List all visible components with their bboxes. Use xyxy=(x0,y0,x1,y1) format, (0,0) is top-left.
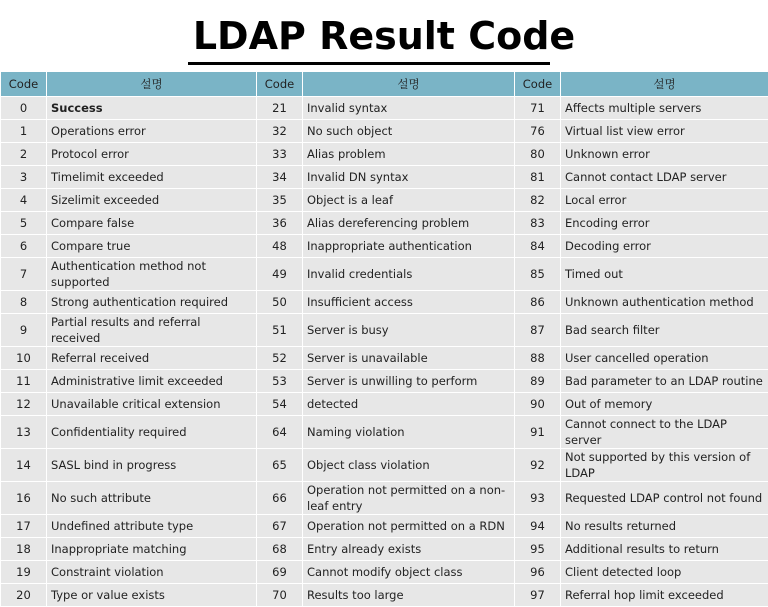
code-cell: 64 xyxy=(257,416,303,449)
code-cell: 20 xyxy=(1,584,47,607)
desc-cell: Confidentiality required xyxy=(47,416,257,449)
code-cell: 50 xyxy=(257,291,303,314)
table-row xyxy=(1,314,768,347)
table-row xyxy=(1,120,768,143)
page-title: LDAP Result Code xyxy=(0,14,768,58)
desc-cell: Cannot modify object class xyxy=(303,561,515,584)
desc-cell: Authentication method not supported xyxy=(47,258,257,291)
table-row xyxy=(1,212,768,235)
code-cell: 32 xyxy=(257,120,303,143)
code-cell: 76 xyxy=(515,120,561,143)
desc-cell: No such attribute xyxy=(47,482,257,515)
code-cell: 48 xyxy=(257,235,303,258)
code-cell: 34 xyxy=(257,166,303,189)
table-row xyxy=(1,393,768,416)
code-cell: 16 xyxy=(1,482,47,515)
code-cell: 1 xyxy=(1,120,47,143)
header-desc-2: 설명 xyxy=(303,72,515,97)
code-cell: 84 xyxy=(515,235,561,258)
desc-cell: Virtual list view error xyxy=(561,120,768,143)
code-cell: 65 xyxy=(257,449,303,482)
desc-cell: Sizelimit exceeded xyxy=(47,189,257,212)
desc-cell: Inappropriate authentication xyxy=(303,235,515,258)
code-cell: 3 xyxy=(1,166,47,189)
code-cell: 21 xyxy=(257,97,303,120)
desc-cell: Operation not permitted on a RDN xyxy=(303,515,515,538)
code-cell: 2 xyxy=(1,143,47,166)
code-cell: 17 xyxy=(1,515,47,538)
code-cell: 93 xyxy=(515,482,561,515)
desc-cell: Undefined attribute type xyxy=(47,515,257,538)
code-cell: 95 xyxy=(515,538,561,561)
code-cell: 89 xyxy=(515,370,561,393)
code-cell: 11 xyxy=(1,370,47,393)
desc-cell: Entry already exists xyxy=(303,538,515,561)
header-desc-3: 설명 xyxy=(561,72,768,97)
table-row xyxy=(1,291,768,314)
desc-cell: Out of memory xyxy=(561,393,768,416)
desc-cell: No such object xyxy=(303,120,515,143)
code-cell: 81 xyxy=(515,166,561,189)
title-area xyxy=(0,0,768,71)
code-cell: 10 xyxy=(1,347,47,370)
code-cell: 12 xyxy=(1,393,47,416)
header-code-1: Code xyxy=(1,72,47,97)
table-row xyxy=(1,189,768,212)
code-cell: 90 xyxy=(515,393,561,416)
desc-cell: Additional results to return xyxy=(561,538,768,561)
code-cell: 71 xyxy=(515,97,561,120)
code-cell: 87 xyxy=(515,314,561,347)
code-cell: 54 xyxy=(257,393,303,416)
desc-cell: User cancelled operation xyxy=(561,347,768,370)
desc-cell: Naming violation xyxy=(303,416,515,449)
code-cell: 4 xyxy=(1,189,47,212)
desc-cell: Results too large xyxy=(303,584,515,607)
code-cell: 86 xyxy=(515,291,561,314)
table-row xyxy=(1,538,768,561)
table-row xyxy=(1,258,768,291)
desc-cell: Unknown error xyxy=(561,143,768,166)
code-cell: 51 xyxy=(257,314,303,347)
desc-cell: Operations error xyxy=(47,120,257,143)
desc-cell: Strong authentication required xyxy=(47,291,257,314)
code-cell: 68 xyxy=(257,538,303,561)
desc-cell: Success xyxy=(47,97,257,120)
desc-cell: Insufficient access xyxy=(303,291,515,314)
code-cell: 6 xyxy=(1,235,47,258)
table-row xyxy=(1,347,768,370)
desc-cell: Partial results and referral received xyxy=(47,314,257,347)
code-cell: 88 xyxy=(515,347,561,370)
desc-cell: Server is busy xyxy=(303,314,515,347)
desc-cell: No results returned xyxy=(561,515,768,538)
desc-cell: Object is a leaf xyxy=(303,189,515,212)
desc-cell: detected xyxy=(303,393,515,416)
desc-cell: Referral received xyxy=(47,347,257,370)
table-row xyxy=(1,97,768,120)
code-cell: 92 xyxy=(515,449,561,482)
code-cell: 53 xyxy=(257,370,303,393)
desc-cell: Cannot contact LDAP server xyxy=(561,166,768,189)
desc-cell: Affects multiple servers xyxy=(561,97,768,120)
desc-cell: Bad parameter to an LDAP routine xyxy=(561,370,768,393)
desc-cell: Invalid DN syntax xyxy=(303,166,515,189)
table-row xyxy=(1,166,768,189)
desc-cell: Timelimit exceeded xyxy=(47,166,257,189)
desc-cell: Referral hop limit exceeded xyxy=(561,584,768,607)
code-cell: 85 xyxy=(515,258,561,291)
table-row xyxy=(1,515,768,538)
code-cell: 94 xyxy=(515,515,561,538)
desc-cell: Unknown authentication method xyxy=(561,291,768,314)
header-desc-1: 설명 xyxy=(47,72,257,97)
desc-cell: Invalid credentials xyxy=(303,258,515,291)
desc-cell: Invalid syntax xyxy=(303,97,515,120)
desc-cell: SASL bind in progress xyxy=(47,449,257,482)
code-cell: 8 xyxy=(1,291,47,314)
code-cell: 0 xyxy=(1,97,47,120)
code-cell: 5 xyxy=(1,212,47,235)
table-row xyxy=(1,235,768,258)
desc-cell: Encoding error xyxy=(561,212,768,235)
desc-cell: Client detected loop xyxy=(561,561,768,584)
table-row xyxy=(1,449,768,482)
desc-cell: Decoding error xyxy=(561,235,768,258)
desc-cell: Alias problem xyxy=(303,143,515,166)
code-cell: 96 xyxy=(515,561,561,584)
code-cell: 7 xyxy=(1,258,47,291)
title-underline xyxy=(188,62,550,65)
desc-cell: Local error xyxy=(561,189,768,212)
code-cell: 82 xyxy=(515,189,561,212)
desc-cell: Not supported by this version of LDAP xyxy=(561,449,768,482)
code-cell: 33 xyxy=(257,143,303,166)
code-cell: 35 xyxy=(257,189,303,212)
desc-cell: Server is unwilling to perform xyxy=(303,370,515,393)
code-cell: 18 xyxy=(1,538,47,561)
table-row xyxy=(1,482,768,515)
result-code-table xyxy=(0,71,768,607)
table-row xyxy=(1,416,768,449)
desc-cell: Bad search filter xyxy=(561,314,768,347)
desc-cell: Requested LDAP control not found xyxy=(561,482,768,515)
code-cell: 36 xyxy=(257,212,303,235)
code-cell: 66 xyxy=(257,482,303,515)
code-cell: 83 xyxy=(515,212,561,235)
table-row xyxy=(1,143,768,166)
desc-cell: Cannot connect to the LDAP server xyxy=(561,416,768,449)
code-cell: 52 xyxy=(257,347,303,370)
header-code-3: Code xyxy=(515,72,561,97)
desc-cell: Server is unavailable xyxy=(303,347,515,370)
desc-cell: Compare true xyxy=(47,235,257,258)
code-cell: 91 xyxy=(515,416,561,449)
code-cell: 80 xyxy=(515,143,561,166)
code-cell: 49 xyxy=(257,258,303,291)
desc-cell: Object class violation xyxy=(303,449,515,482)
code-cell: 9 xyxy=(1,314,47,347)
table-row xyxy=(1,370,768,393)
desc-cell: Alias dereferencing problem xyxy=(303,212,515,235)
code-cell: 19 xyxy=(1,561,47,584)
table-row xyxy=(1,561,768,584)
code-cell: 67 xyxy=(257,515,303,538)
header-code-2: Code xyxy=(257,72,303,97)
desc-cell: Inappropriate matching xyxy=(47,538,257,561)
desc-cell: Operation not permitted on a non-leaf entry xyxy=(303,482,515,515)
code-cell: 14 xyxy=(1,449,47,482)
desc-cell: Protocol error xyxy=(47,143,257,166)
desc-cell: Compare false xyxy=(47,212,257,235)
desc-cell: Administrative limit exceeded xyxy=(47,370,257,393)
desc-cell: Type or value exists xyxy=(47,584,257,607)
table-row xyxy=(1,584,768,607)
desc-cell: Constraint violation xyxy=(47,561,257,584)
code-cell: 13 xyxy=(1,416,47,449)
desc-cell: Unavailable critical extension xyxy=(47,393,257,416)
header-row xyxy=(1,72,768,97)
code-cell: 97 xyxy=(515,584,561,607)
code-cell: 70 xyxy=(257,584,303,607)
code-cell: 69 xyxy=(257,561,303,584)
desc-cell: Timed out xyxy=(561,258,768,291)
